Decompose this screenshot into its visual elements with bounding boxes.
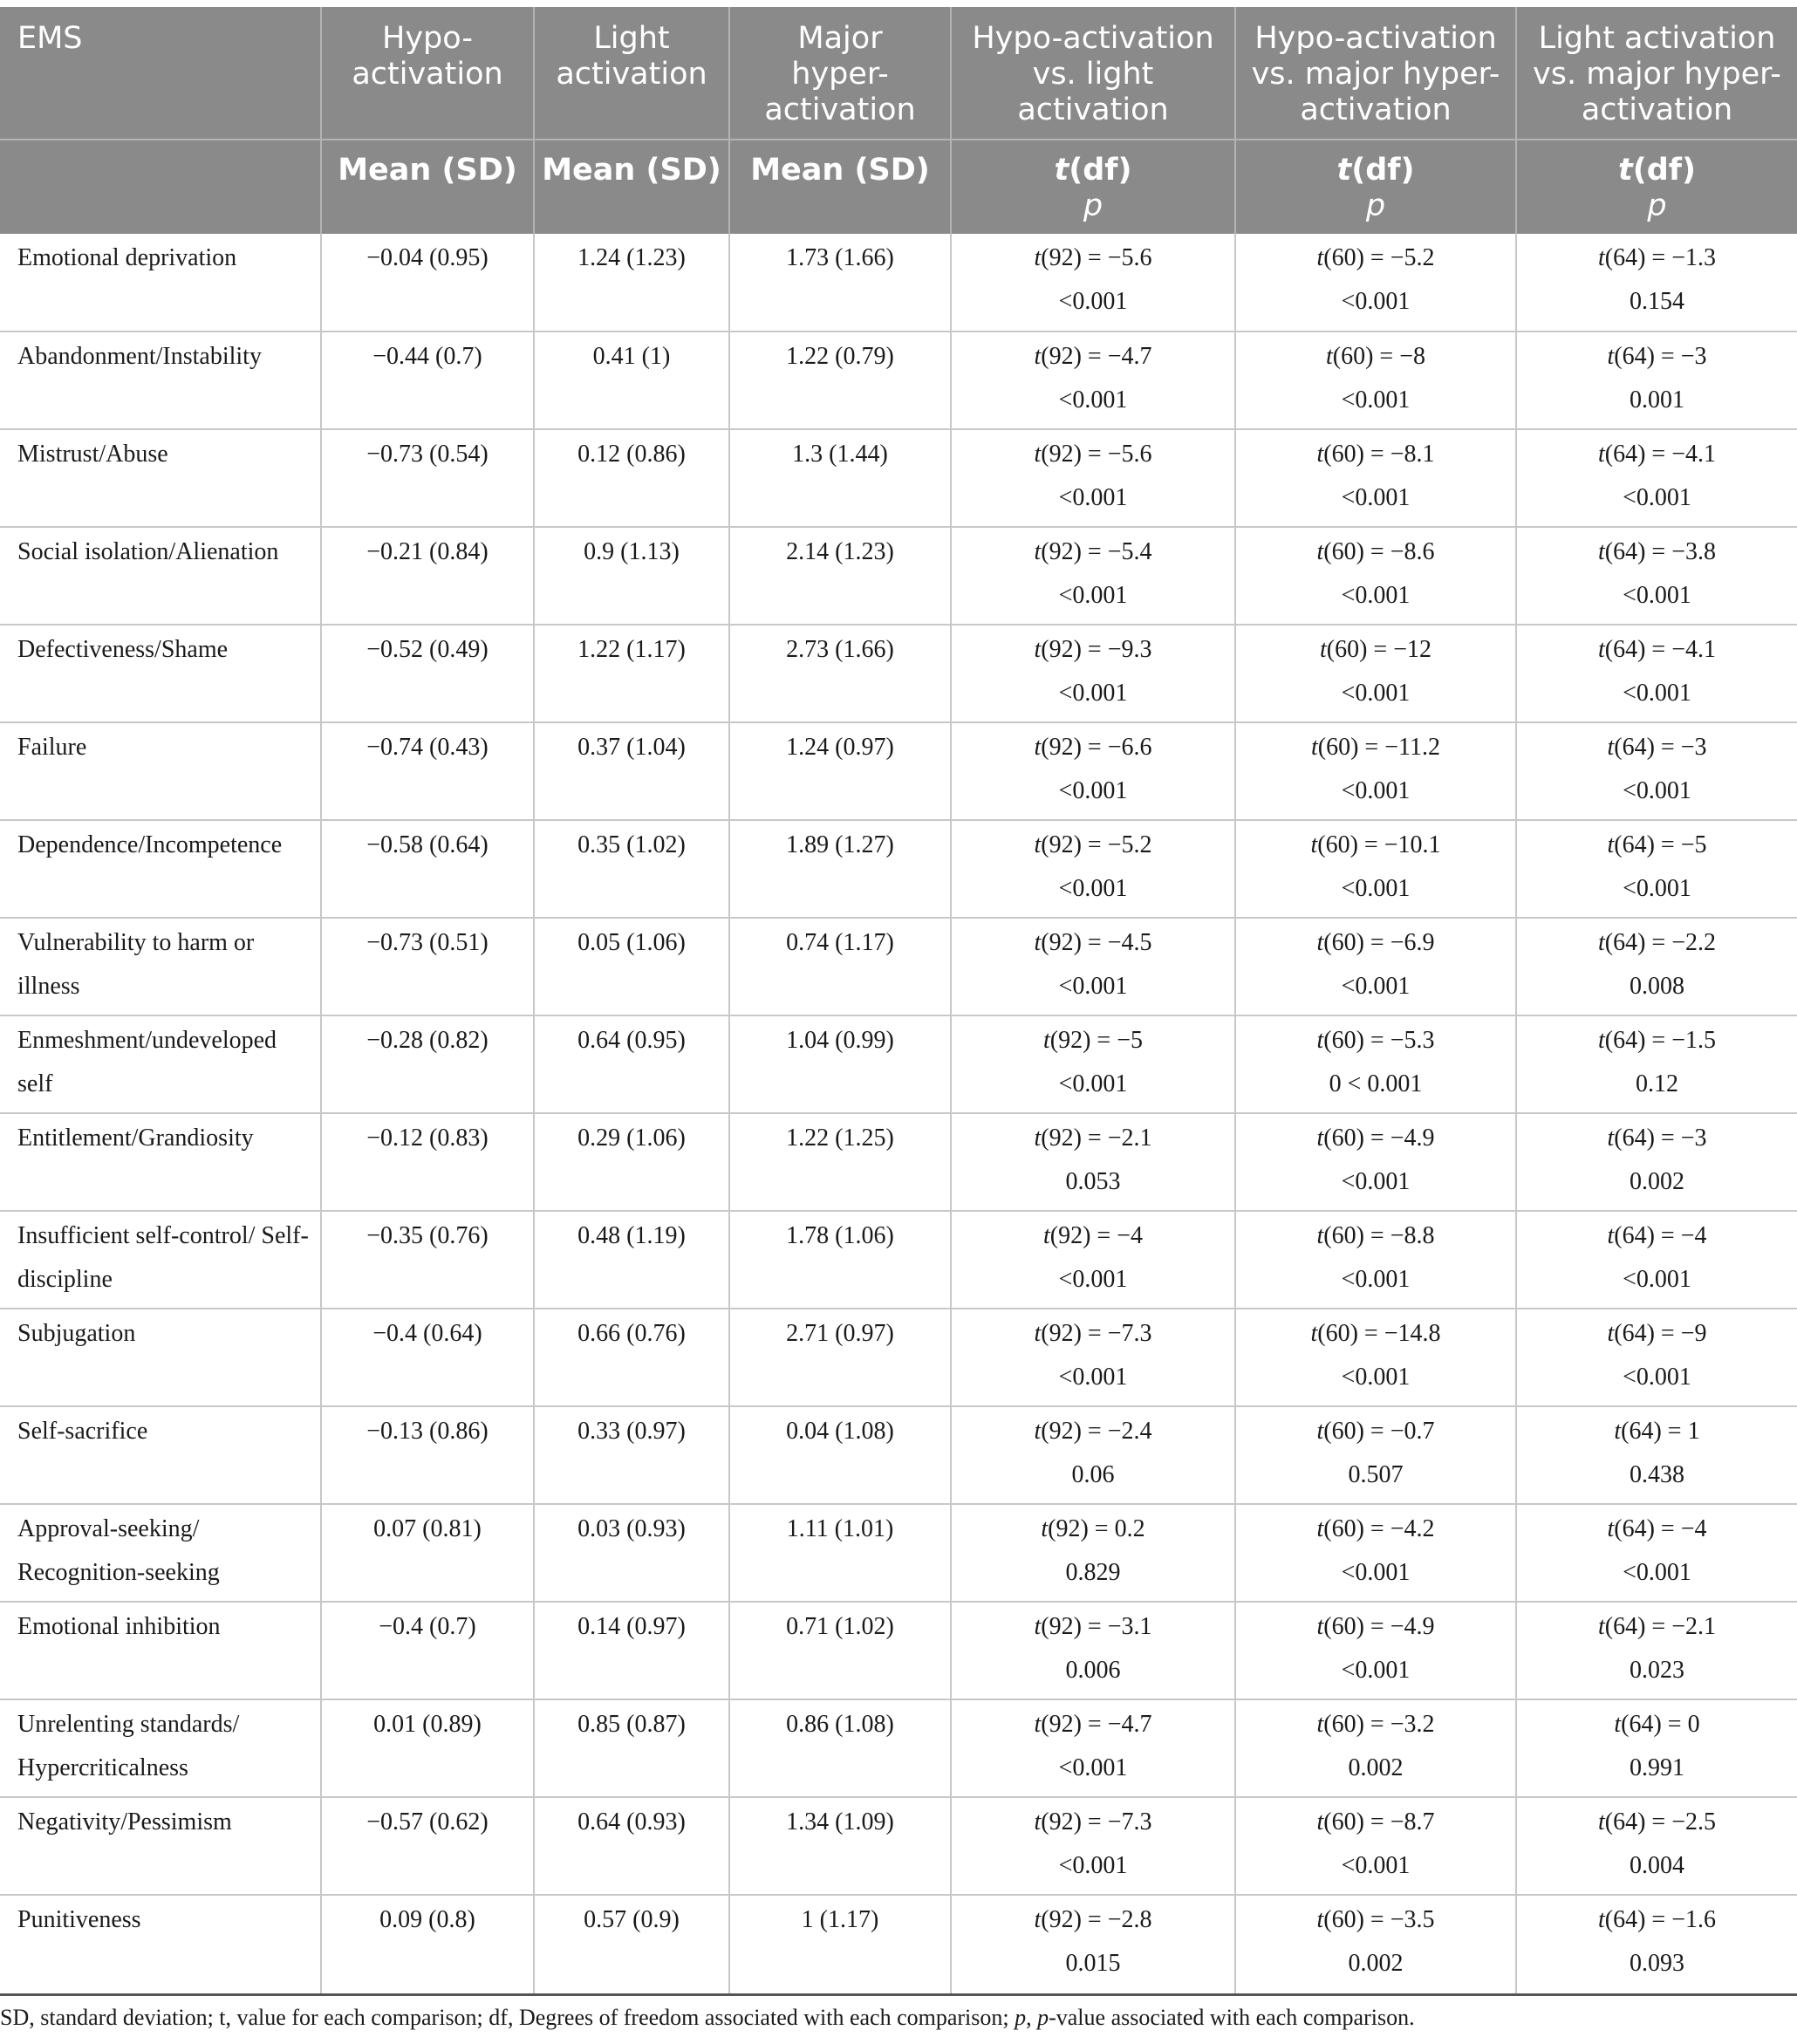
comparison-p-value: <0.001 <box>1058 1754 1128 1781</box>
comparison-t-value: t(92) = −5 <box>1042 1027 1143 1054</box>
major-mean-cell: 0.86 (1.08) <box>729 1699 951 1797</box>
light-mean-cell: 0.57 (0.9) <box>534 1895 729 1994</box>
comparison-p-value: <0.001 <box>1341 288 1411 315</box>
comparison-p-value: 0.001 <box>1630 386 1684 414</box>
comparison-p-value: <0.001 <box>1058 582 1128 609</box>
hypo-mean-cell: 0.01 (0.89) <box>321 1699 534 1797</box>
hypo-mean-cell: −0.21 (0.84) <box>321 527 534 625</box>
comparison-cell-c3 <box>1516 1504 1797 1602</box>
comparison-p-value: <0.001 <box>1341 1657 1411 1684</box>
comparison-p-value: 0.093 <box>1630 1950 1684 1977</box>
table-row <box>0 1504 1797 1602</box>
major-mean-cell: 0.71 (1.02) <box>729 1602 951 1699</box>
table-row <box>0 820 1797 918</box>
table-row <box>0 1797 1797 1895</box>
light-mean-cell: 0.66 (0.76) <box>534 1309 729 1406</box>
hypo-mean-cell: −0.44 (0.7) <box>321 332 534 429</box>
comparison-p-value: 0.015 <box>1065 1950 1121 1977</box>
major-mean-cell: 2.71 (0.97) <box>729 1309 951 1406</box>
comparison-t-value: t(60) = −14.8 <box>1310 1320 1441 1347</box>
comparison-t-value: t(64) = 1 <box>1614 1418 1700 1445</box>
comparison-cell-c3 <box>1516 1602 1797 1699</box>
column-header-6: Light activation vs. major hyper- activation <box>1516 7 1797 140</box>
table-row <box>0 429 1797 527</box>
column-subheader-3 <box>729 140 951 234</box>
comparison-t-value: t(60) = −0.7 <box>1316 1418 1435 1445</box>
column-header-5: Hypo-activation vs. major hyper- activation <box>1235 7 1516 140</box>
column-subheader-6 <box>1516 140 1797 234</box>
comparison-cell-c2 <box>1235 820 1516 918</box>
comparison-t-value: t(92) = −5.2 <box>1034 831 1152 858</box>
major-mean-cell: 1.22 (0.79) <box>729 332 951 429</box>
hypo-mean-cell: −0.35 (0.76) <box>321 1211 534 1309</box>
comparison-cell-c2 <box>1235 1504 1516 1602</box>
column-header-4: Hypo-activation vs. light activation <box>951 7 1235 140</box>
comparison-cell-c3 <box>1516 1211 1797 1309</box>
hypo-mean-cell: −0.4 (0.64) <box>321 1309 534 1406</box>
subheader-stat-label: t(df) <box>1054 153 1132 188</box>
light-mean-cell: 0.85 (0.87) <box>534 1699 729 1797</box>
comparison-cell-c1 <box>951 332 1235 429</box>
comparison-p-value: <0.001 <box>1623 777 1691 804</box>
comparison-cell-c1 <box>951 1309 1235 1406</box>
subheader-stat-label: Mean (SD) <box>338 153 517 188</box>
comparison-cell-c3 <box>1516 332 1797 429</box>
hypo-mean-cell: −0.4 (0.7) <box>321 1602 534 1699</box>
ems-name-cell: Unrelenting standards/ Hypercriticalness <box>0 1699 321 1797</box>
major-mean-cell: 1.34 (1.09) <box>729 1797 951 1895</box>
major-mean-cell: 1.78 (1.06) <box>729 1211 951 1309</box>
table-row <box>0 918 1797 1015</box>
comparison-cell-c2 <box>1235 1406 1516 1504</box>
comparison-cell-c2 <box>1235 625 1516 722</box>
comparison-p-value: <0.001 <box>1341 973 1411 1000</box>
column-header-2: Light activation <box>534 7 729 140</box>
ems-name-cell: Punitiveness <box>0 1895 321 1994</box>
comparison-cell-c1 <box>951 429 1235 527</box>
ems-name-cell: Emotional deprivation <box>0 234 321 332</box>
hypo-mean-cell: 0.07 (0.81) <box>321 1504 534 1602</box>
comparison-p-value: <0.001 <box>1623 1266 1691 1293</box>
comparison-p-value: 0.008 <box>1630 973 1684 1000</box>
comparison-t-value: t(92) = −2.8 <box>1034 1906 1152 1933</box>
comparison-t-value: t(64) = −2.5 <box>1597 1808 1716 1835</box>
comparison-t-value: t(60) = −11.2 <box>1311 734 1440 761</box>
ems-name-cell: Entitlement/Grandiosity <box>0 1113 321 1211</box>
column-subheader-5 <box>1235 140 1516 234</box>
comparison-t-value: t(60) = −5.3 <box>1316 1027 1435 1054</box>
comparison-cell-c1 <box>951 1699 1235 1797</box>
ems-name-cell: Subjugation <box>0 1309 321 1406</box>
comparison-cell-c3 <box>1516 918 1797 1015</box>
comparison-p-value: 0.023 <box>1630 1657 1684 1684</box>
comparison-t-value: t(64) = −4 <box>1607 1222 1707 1249</box>
hypo-mean-cell: −0.58 (0.64) <box>321 820 534 918</box>
comparison-p-value: <0.001 <box>1623 875 1691 902</box>
comparison-cell-c2 <box>1235 918 1516 1015</box>
comparison-t-value: t(92) = −2.1 <box>1034 1125 1152 1152</box>
comparison-p-value: <0.001 <box>1341 386 1411 414</box>
table-row <box>0 234 1797 332</box>
comparison-cell-c1 <box>951 820 1235 918</box>
comparison-t-value: t(60) = −8.1 <box>1316 441 1435 468</box>
comparison-cell-c1 <box>951 1406 1235 1504</box>
comparison-p-value: <0.001 <box>1058 680 1128 707</box>
light-mean-cell: 0.64 (0.95) <box>534 1015 729 1113</box>
comparison-cell-c1 <box>951 1895 1235 1994</box>
ems-name-cell: Mistrust/Abuse <box>0 429 321 527</box>
ems-name-cell: Insufficient self-control/ Self-discipline <box>0 1211 321 1309</box>
table-row <box>0 722 1797 820</box>
major-mean-cell: 1.24 (0.97) <box>729 722 951 820</box>
comparison-t-value: t(64) = −2.2 <box>1597 929 1716 956</box>
comparison-t-value: t(92) = 0.2 <box>1041 1515 1145 1542</box>
comparison-t-value: t(92) = −6.6 <box>1034 734 1152 761</box>
comparison-cell-c3 <box>1516 625 1797 722</box>
subheader-stat-label: t(df) <box>1336 153 1415 188</box>
comparison-cell-c2 <box>1235 1015 1516 1113</box>
comparison-t-value: t(60) = −8.8 <box>1316 1222 1435 1249</box>
comparison-cell-c3 <box>1516 234 1797 332</box>
hypo-mean-cell: −0.73 (0.54) <box>321 429 534 527</box>
comparison-cell-c2 <box>1235 1113 1516 1211</box>
comparison-p-value: <0.001 <box>1341 680 1411 707</box>
comparison-p-value: 0.002 <box>1348 1950 1404 1977</box>
comparison-cell-c3 <box>1516 527 1797 625</box>
comparison-t-value: t(64) = −5 <box>1607 831 1707 858</box>
comparison-t-value: t(92) = −7.3 <box>1034 1808 1152 1835</box>
comparison-p-value: 0.991 <box>1630 1754 1684 1781</box>
comparison-p-value: 0.12 <box>1636 1070 1678 1097</box>
ems-name-cell: Negativity/Pessimism <box>0 1797 321 1895</box>
comparison-t-value: t(60) = −4.9 <box>1316 1613 1435 1640</box>
comparison-p-value: <0.001 <box>1058 288 1128 315</box>
major-mean-cell: 1.04 (0.99) <box>729 1015 951 1113</box>
hypo-mean-cell: −0.73 (0.51) <box>321 918 534 1015</box>
table-footnote: SD, standard deviation; t, value for each comparison; df, Degrees of freedom associated with each comparison; p, p-value associated with each comparison. <box>0 2004 1415 2030</box>
comparison-cell-c1 <box>951 1797 1235 1895</box>
ems-name-cell: Vulnerability to harm or illness <box>0 918 321 1015</box>
comparison-p-value: <0.001 <box>1058 973 1128 1000</box>
column-header-0: EMS <box>0 7 321 140</box>
comparison-cell-c1 <box>951 918 1235 1015</box>
comparison-p-value: 0.06 <box>1071 1461 1115 1488</box>
hypo-mean-cell: −0.74 (0.43) <box>321 722 534 820</box>
comparison-t-value: t(64) = 0 <box>1614 1711 1700 1738</box>
comparison-t-value: t(60) = −3.5 <box>1316 1906 1435 1933</box>
table-row <box>0 1309 1797 1406</box>
column-header-1: Hypo- activation <box>321 7 534 140</box>
comparison-t-value: t(92) = −5.6 <box>1034 244 1152 271</box>
hypo-mean-cell: −0.57 (0.62) <box>321 1797 534 1895</box>
comparison-p-value: <0.001 <box>1058 875 1128 902</box>
column-subheader-0 <box>0 140 321 234</box>
major-mean-cell: 1.73 (1.66) <box>729 234 951 332</box>
subheader-stat-label: Mean (SD) <box>542 153 721 188</box>
comparison-cell-c2 <box>1235 1895 1516 1994</box>
comparison-p-value: <0.001 <box>1058 777 1128 804</box>
comparison-cell-c2 <box>1235 1797 1516 1895</box>
comparison-p-value: <0.001 <box>1058 1266 1128 1293</box>
light-mean-cell: 0.33 (0.97) <box>534 1406 729 1504</box>
comparison-p-value: 0.154 <box>1630 288 1684 315</box>
ems-name-cell: Defectiveness/Shame <box>0 625 321 722</box>
comparison-t-value: t(92) = −4.7 <box>1034 343 1152 370</box>
comparison-p-value: <0.001 <box>1623 1364 1691 1391</box>
comparison-cell-c2 <box>1235 332 1516 429</box>
comparison-cell-c1 <box>951 1602 1235 1699</box>
comparison-p-value: <0.001 <box>1623 1559 1691 1586</box>
hypo-mean-cell: −0.12 (0.83) <box>321 1113 534 1211</box>
comparison-cell-c1 <box>951 1504 1235 1602</box>
comparison-t-value: t(64) = −3.8 <box>1597 538 1716 565</box>
hypo-mean-cell: −0.13 (0.86) <box>321 1406 534 1504</box>
comparison-p-value: <0.001 <box>1058 1852 1128 1879</box>
comparison-p-value: <0.001 <box>1341 1364 1411 1391</box>
major-mean-cell: 0.74 (1.17) <box>729 918 951 1015</box>
subheader-p-label: p <box>1647 188 1667 223</box>
subheader-p-label: p <box>1365 188 1386 223</box>
table-header <box>0 7 1797 234</box>
comparison-t-value: t(92) = −2.4 <box>1034 1418 1152 1445</box>
comparison-t-value: t(60) = −8 <box>1325 343 1425 370</box>
comparison-cell-c3 <box>1516 722 1797 820</box>
comparison-p-value: 0.053 <box>1065 1168 1121 1195</box>
comparison-cell-c3 <box>1516 1406 1797 1504</box>
ems-name-cell: Social isolation/Alienation <box>0 527 321 625</box>
comparison-cell-c2 <box>1235 1211 1516 1309</box>
comparison-p-value: 0.002 <box>1630 1168 1684 1195</box>
comparison-cell-c3 <box>1516 1699 1797 1797</box>
ems-name-cell: Approval-seeking/ Recognition-seeking <box>0 1504 321 1602</box>
comparison-t-value: t(64) = −4.1 <box>1597 636 1716 663</box>
ems-name-cell: Dependence/Incompetence <box>0 820 321 918</box>
comparison-p-value: 0.002 <box>1348 1754 1404 1781</box>
comparison-cell-c1 <box>951 1113 1235 1211</box>
light-mean-cell: 0.37 (1.04) <box>534 722 729 820</box>
comparison-t-value: t(64) = −4 <box>1607 1515 1707 1542</box>
subheader-stat-label: Mean (SD) <box>750 153 930 188</box>
comparison-cell-c3 <box>1516 1015 1797 1113</box>
hypo-mean-cell: −0.04 (0.95) <box>321 234 534 332</box>
comparison-p-value: <0.001 <box>1058 1070 1128 1097</box>
hypo-mean-cell: 0.09 (0.8) <box>321 1895 534 1994</box>
major-mean-cell: 1.11 (1.01) <box>729 1504 951 1602</box>
light-mean-cell: 0.9 (1.13) <box>534 527 729 625</box>
light-mean-cell: 0.29 (1.06) <box>534 1113 729 1211</box>
comparison-cell-c2 <box>1235 234 1516 332</box>
major-mean-cell: 0.04 (1.08) <box>729 1406 951 1504</box>
comparison-cell-c1 <box>951 1015 1235 1113</box>
comparison-t-value: t(64) = −2.1 <box>1597 1613 1716 1640</box>
table-document <box>0 7 1797 2033</box>
comparison-t-value: t(64) = −3 <box>1607 343 1707 370</box>
comparison-p-value: <0.001 <box>1341 582 1411 609</box>
comparison-p-value: 0.438 <box>1630 1461 1684 1488</box>
light-mean-cell: 1.22 (1.17) <box>534 625 729 722</box>
comparison-cell-c1 <box>951 722 1235 820</box>
comparison-t-value: t(92) = −5.6 <box>1034 441 1152 468</box>
comparison-p-value: <0.001 <box>1341 1266 1411 1293</box>
comparison-p-value: <0.001 <box>1341 1852 1411 1879</box>
table-row <box>0 625 1797 722</box>
subheader-stat-label: t(df) <box>1617 153 1696 188</box>
column-header-3: Major hyper- activation <box>729 7 951 140</box>
major-mean-cell: 2.73 (1.66) <box>729 625 951 722</box>
comparison-t-value: t(92) = −4 <box>1042 1222 1143 1249</box>
comparison-cell-c3 <box>1516 429 1797 527</box>
comparison-t-value: t(92) = −9.3 <box>1034 636 1152 663</box>
comparison-cell-c2 <box>1235 1309 1516 1406</box>
comparison-t-value: t(64) = −1.3 <box>1597 244 1716 271</box>
table-row <box>0 332 1797 429</box>
comparison-p-value: 0 < 0.001 <box>1329 1070 1423 1097</box>
major-mean-cell: 1.3 (1.44) <box>729 429 951 527</box>
comparison-cell-c2 <box>1235 527 1516 625</box>
comparison-t-value: t(60) = −8.7 <box>1316 1808 1435 1835</box>
major-mean-cell: 2.14 (1.23) <box>729 527 951 625</box>
ems-name-cell: Abandonment/Instability <box>0 332 321 429</box>
comparison-t-value: t(60) = −8.6 <box>1316 538 1435 565</box>
comparison-p-value: <0.001 <box>1341 875 1411 902</box>
comparison-t-value: t(64) = −1.5 <box>1597 1027 1716 1054</box>
comparison-p-value: <0.001 <box>1623 680 1691 707</box>
table-row <box>0 1015 1797 1113</box>
comparison-t-value: t(92) = −4.7 <box>1034 1711 1152 1738</box>
comparison-p-value: <0.001 <box>1623 484 1691 511</box>
comparison-p-value: <0.001 <box>1341 1168 1411 1195</box>
table-row <box>0 527 1797 625</box>
comparison-t-value: t(60) = −3.2 <box>1316 1711 1435 1738</box>
column-subheader-4 <box>951 140 1235 234</box>
hypo-mean-cell: −0.52 (0.49) <box>321 625 534 722</box>
comparison-cell-c3 <box>1516 1309 1797 1406</box>
comparison-p-value: <0.001 <box>1058 1364 1128 1391</box>
ems-name-cell: Enmeshment/undeveloped self <box>0 1015 321 1113</box>
comparison-t-value: t(60) = −6.9 <box>1316 929 1435 956</box>
comparison-t-value: t(92) = −7.3 <box>1034 1320 1152 1347</box>
major-mean-cell: 1.89 (1.27) <box>729 820 951 918</box>
comparison-p-value: <0.001 <box>1341 777 1411 804</box>
ems-comparison-table <box>0 7 1797 1996</box>
table-row <box>0 1699 1797 1797</box>
light-mean-cell: 1.24 (1.23) <box>534 234 729 332</box>
comparison-t-value: t(64) = −4.1 <box>1597 441 1716 468</box>
comparison-p-value: <0.001 <box>1341 484 1411 511</box>
table-body <box>0 234 1797 1994</box>
light-mean-cell: 0.41 (1) <box>534 332 729 429</box>
comparison-cell-c1 <box>951 625 1235 722</box>
table-row <box>0 1602 1797 1699</box>
comparison-p-value: 0.829 <box>1065 1559 1121 1586</box>
light-mean-cell: 0.35 (1.02) <box>534 820 729 918</box>
comparison-cell-c1 <box>951 234 1235 332</box>
comparison-t-value: t(64) = −9 <box>1607 1320 1707 1347</box>
comparison-cell-c1 <box>951 1211 1235 1309</box>
ems-name-cell: Emotional inhibition <box>0 1602 321 1699</box>
comparison-t-value: t(60) = −10.1 <box>1310 831 1441 858</box>
comparison-t-value: t(64) = −1.6 <box>1597 1906 1716 1933</box>
table-row <box>0 1211 1797 1309</box>
ems-name-cell: Failure <box>0 722 321 820</box>
subheader-p-label: p <box>1083 188 1103 223</box>
light-mean-cell: 0.48 (1.19) <box>534 1211 729 1309</box>
comparison-t-value: t(92) = −4.5 <box>1034 929 1152 956</box>
comparison-cell-c2 <box>1235 722 1516 820</box>
comparison-cell-c2 <box>1235 1602 1516 1699</box>
ems-name-cell: Self-sacrifice <box>0 1406 321 1504</box>
comparison-cell-c3 <box>1516 820 1797 918</box>
comparison-p-value: <0.001 <box>1058 386 1128 414</box>
comparison-cell-c3 <box>1516 1895 1797 1994</box>
comparison-t-value: t(92) = −3.1 <box>1034 1613 1152 1640</box>
comparison-p-value: <0.001 <box>1058 484 1128 511</box>
comparison-t-value: t(60) = −4.2 <box>1316 1515 1435 1542</box>
major-mean-cell: 1 (1.17) <box>729 1895 951 1994</box>
comparison-p-value: <0.001 <box>1341 1559 1411 1586</box>
hypo-mean-cell: −0.28 (0.82) <box>321 1015 534 1113</box>
comparison-cell-c1 <box>951 527 1235 625</box>
light-mean-cell: 0.64 (0.93) <box>534 1797 729 1895</box>
comparison-cell-c3 <box>1516 1797 1797 1895</box>
table-row <box>0 1406 1797 1504</box>
comparison-t-value: t(60) = −4.9 <box>1316 1125 1435 1152</box>
comparison-p-value: 0.507 <box>1348 1461 1404 1488</box>
comparison-cell-c2 <box>1235 1699 1516 1797</box>
light-mean-cell: 0.05 (1.06) <box>534 918 729 1015</box>
comparison-t-value: t(60) = −12 <box>1319 636 1431 663</box>
comparison-t-value: t(92) = −5.4 <box>1034 538 1152 565</box>
comparison-cell-c2 <box>1235 429 1516 527</box>
column-subheader-2 <box>534 140 729 234</box>
comparison-t-value: t(64) = −3 <box>1607 1125 1707 1152</box>
comparison-p-value: <0.001 <box>1623 582 1691 609</box>
comparison-p-value: 0.006 <box>1065 1657 1121 1684</box>
major-mean-cell: 1.22 (1.25) <box>729 1113 951 1211</box>
comparison-t-value: t(60) = −5.2 <box>1316 244 1435 271</box>
comparison-cell-c3 <box>1516 1113 1797 1211</box>
light-mean-cell: 0.14 (0.97) <box>534 1602 729 1699</box>
light-mean-cell: 0.12 (0.86) <box>534 429 729 527</box>
light-mean-cell: 0.03 (0.93) <box>534 1504 729 1602</box>
table-row <box>0 1895 1797 1994</box>
table-row <box>0 1113 1797 1211</box>
comparison-t-value: t(64) = −3 <box>1607 734 1707 761</box>
column-subheader-1 <box>321 140 534 234</box>
comparison-p-value: 0.004 <box>1630 1852 1684 1879</box>
